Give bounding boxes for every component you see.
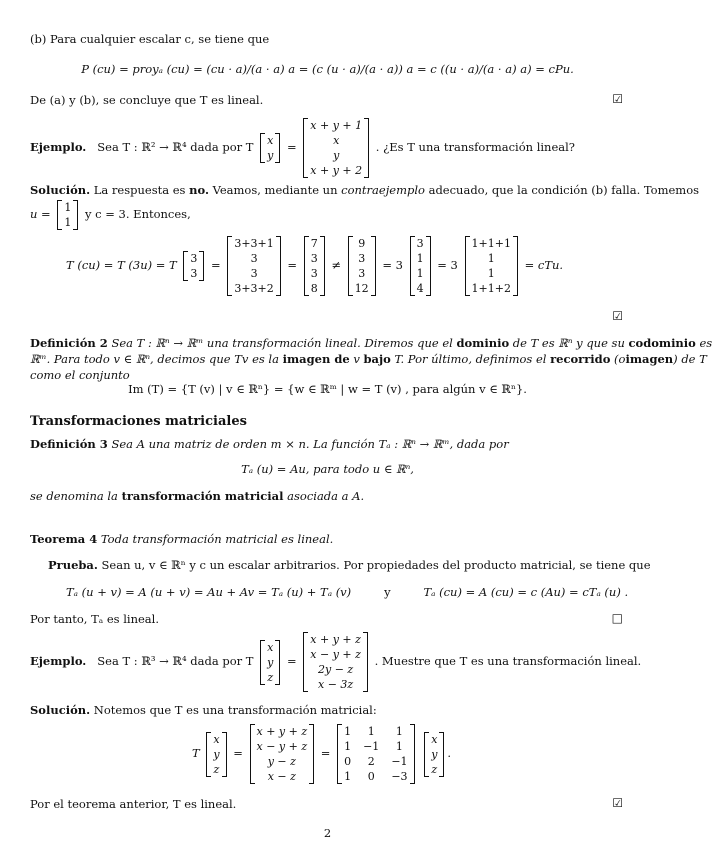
section-title: Transformaciones matriciales [30,414,247,429]
ejemplo1-output-vector: x + y + 1 x y x + y + 2 [303,118,369,178]
def3-equation: Tₐ (u) = Au, para todo u ∈ ℝⁿ, [241,462,414,476]
def3-line1: Definición 3 Sea A una matriz de orden m × n. La función Tₐ : ℝⁿ → ℝᵐ, dada por [30,437,509,451]
solucion-1-line2: u = 1 1 y c = 3. Entonces, [30,201,191,229]
ejemplo-2: Ejemplo. Sea T : ℝ³ → ℝ⁴ dada por T x y z = x + y + z x − y + z 2y − z x − 3z . Muestre que T es una transformación lineal. [30,633,642,691]
qed-checkbox-icon: ☑ [612,309,623,323]
def2-line2: ℝᵐ. Para todo v ∈ ℝⁿ, decimos que Tv es la imagen de v bajo T. Por último, definimos el recorrido (oimagen) de T [30,352,707,366]
prueba-conclusion: Por tanto, Tₐ es lineal. [30,612,159,626]
solucion-2-conclusion: Por el teorema anterior, T es lineal. [30,797,237,811]
solucion-2-text: Solución. Notemos que T es una transformación matricial: [30,703,377,717]
qed-checkbox-icon: ☑ [612,92,623,106]
coefficient-matrix: 1 1 1 1 −1 1 0 2 −1 1 0 −3 [337,724,414,784]
counterexample-equation: T (cu) = T (3u) = T 3 3 = 3+3+1 3 3 3+3+2 = 7 3 3 8 ≠ 9 3 3 12 = 3 3 1 1 4 = 3 1+1+1 1 1 1+1+2 = cTu. [66,237,564,295]
part-b-equation: P (cu) = proyₐ (cu) = (cu · a)/(a · a) a = (c (u · a)/(a · a)) a = c ((u · a)/(a · a) a) = cPu. [81,62,574,76]
conclusion-ab: De (a) y (b), se concluye que T es lineal. [30,93,264,107]
def2-line3: como el conjunto [30,368,130,382]
part-b-intro: (b) Para cualquier escalar c, se tiene que [30,32,270,46]
ejemplo1-input-vector: x y [260,133,280,163]
not-equal-icon: ≠ [331,258,342,272]
def2-line1: Definición 2 Sea T : ℝⁿ → ℝᵐ una transformación lineal. Diremos que el dominio de T es ℝⁿ y que su codominio es [30,336,712,350]
page-number: 2 [323,826,332,840]
qed-box-icon: □ [611,611,623,625]
def3-line2: se denomina la transformación matricial asociada a A. [30,489,365,503]
def2-set-equation: Im (T) = {T (v) | v ∈ ℝⁿ} = {w ∈ ℝᵐ | w = T (v) , para algún v ∈ ℝⁿ}. [128,382,527,396]
prueba-equations: Tₐ (u + v) = A (u + v) = Au + Av = Tₐ (u) + Tₐ (v) y Tₐ (cu) = A (cu) = c (Au) = cTₐ (u) . [66,585,629,599]
prueba-text: Prueba. Sean u, v ∈ ℝⁿ y c un escalar arbitrarios. Por propiedades del producto matricial, se tiene que [48,558,651,572]
solucion-1-line1: Solución. La respuesta es no. Veamos, mediante un contraejemplo adecuado, que la condición (b) falla. Tomemos [30,183,700,197]
ejemplo-1: Ejemplo. Sea T : ℝ² → ℝ⁴ dada por T x y = x + y + 1 x y x + y + 2 . ¿Es T una transformación lineal? [30,119,575,177]
qed-checkbox-icon: ☑ [612,796,623,810]
solucion-2-equation: T x y z = x + y + z x − y + z y − z x − z = 1 1 1 1 −1 1 0 2 −1 1 0 −3 x y z . [192,725,452,783]
teorema-4: Teorema 4 Toda transformación matricial es lineal. [30,532,334,546]
